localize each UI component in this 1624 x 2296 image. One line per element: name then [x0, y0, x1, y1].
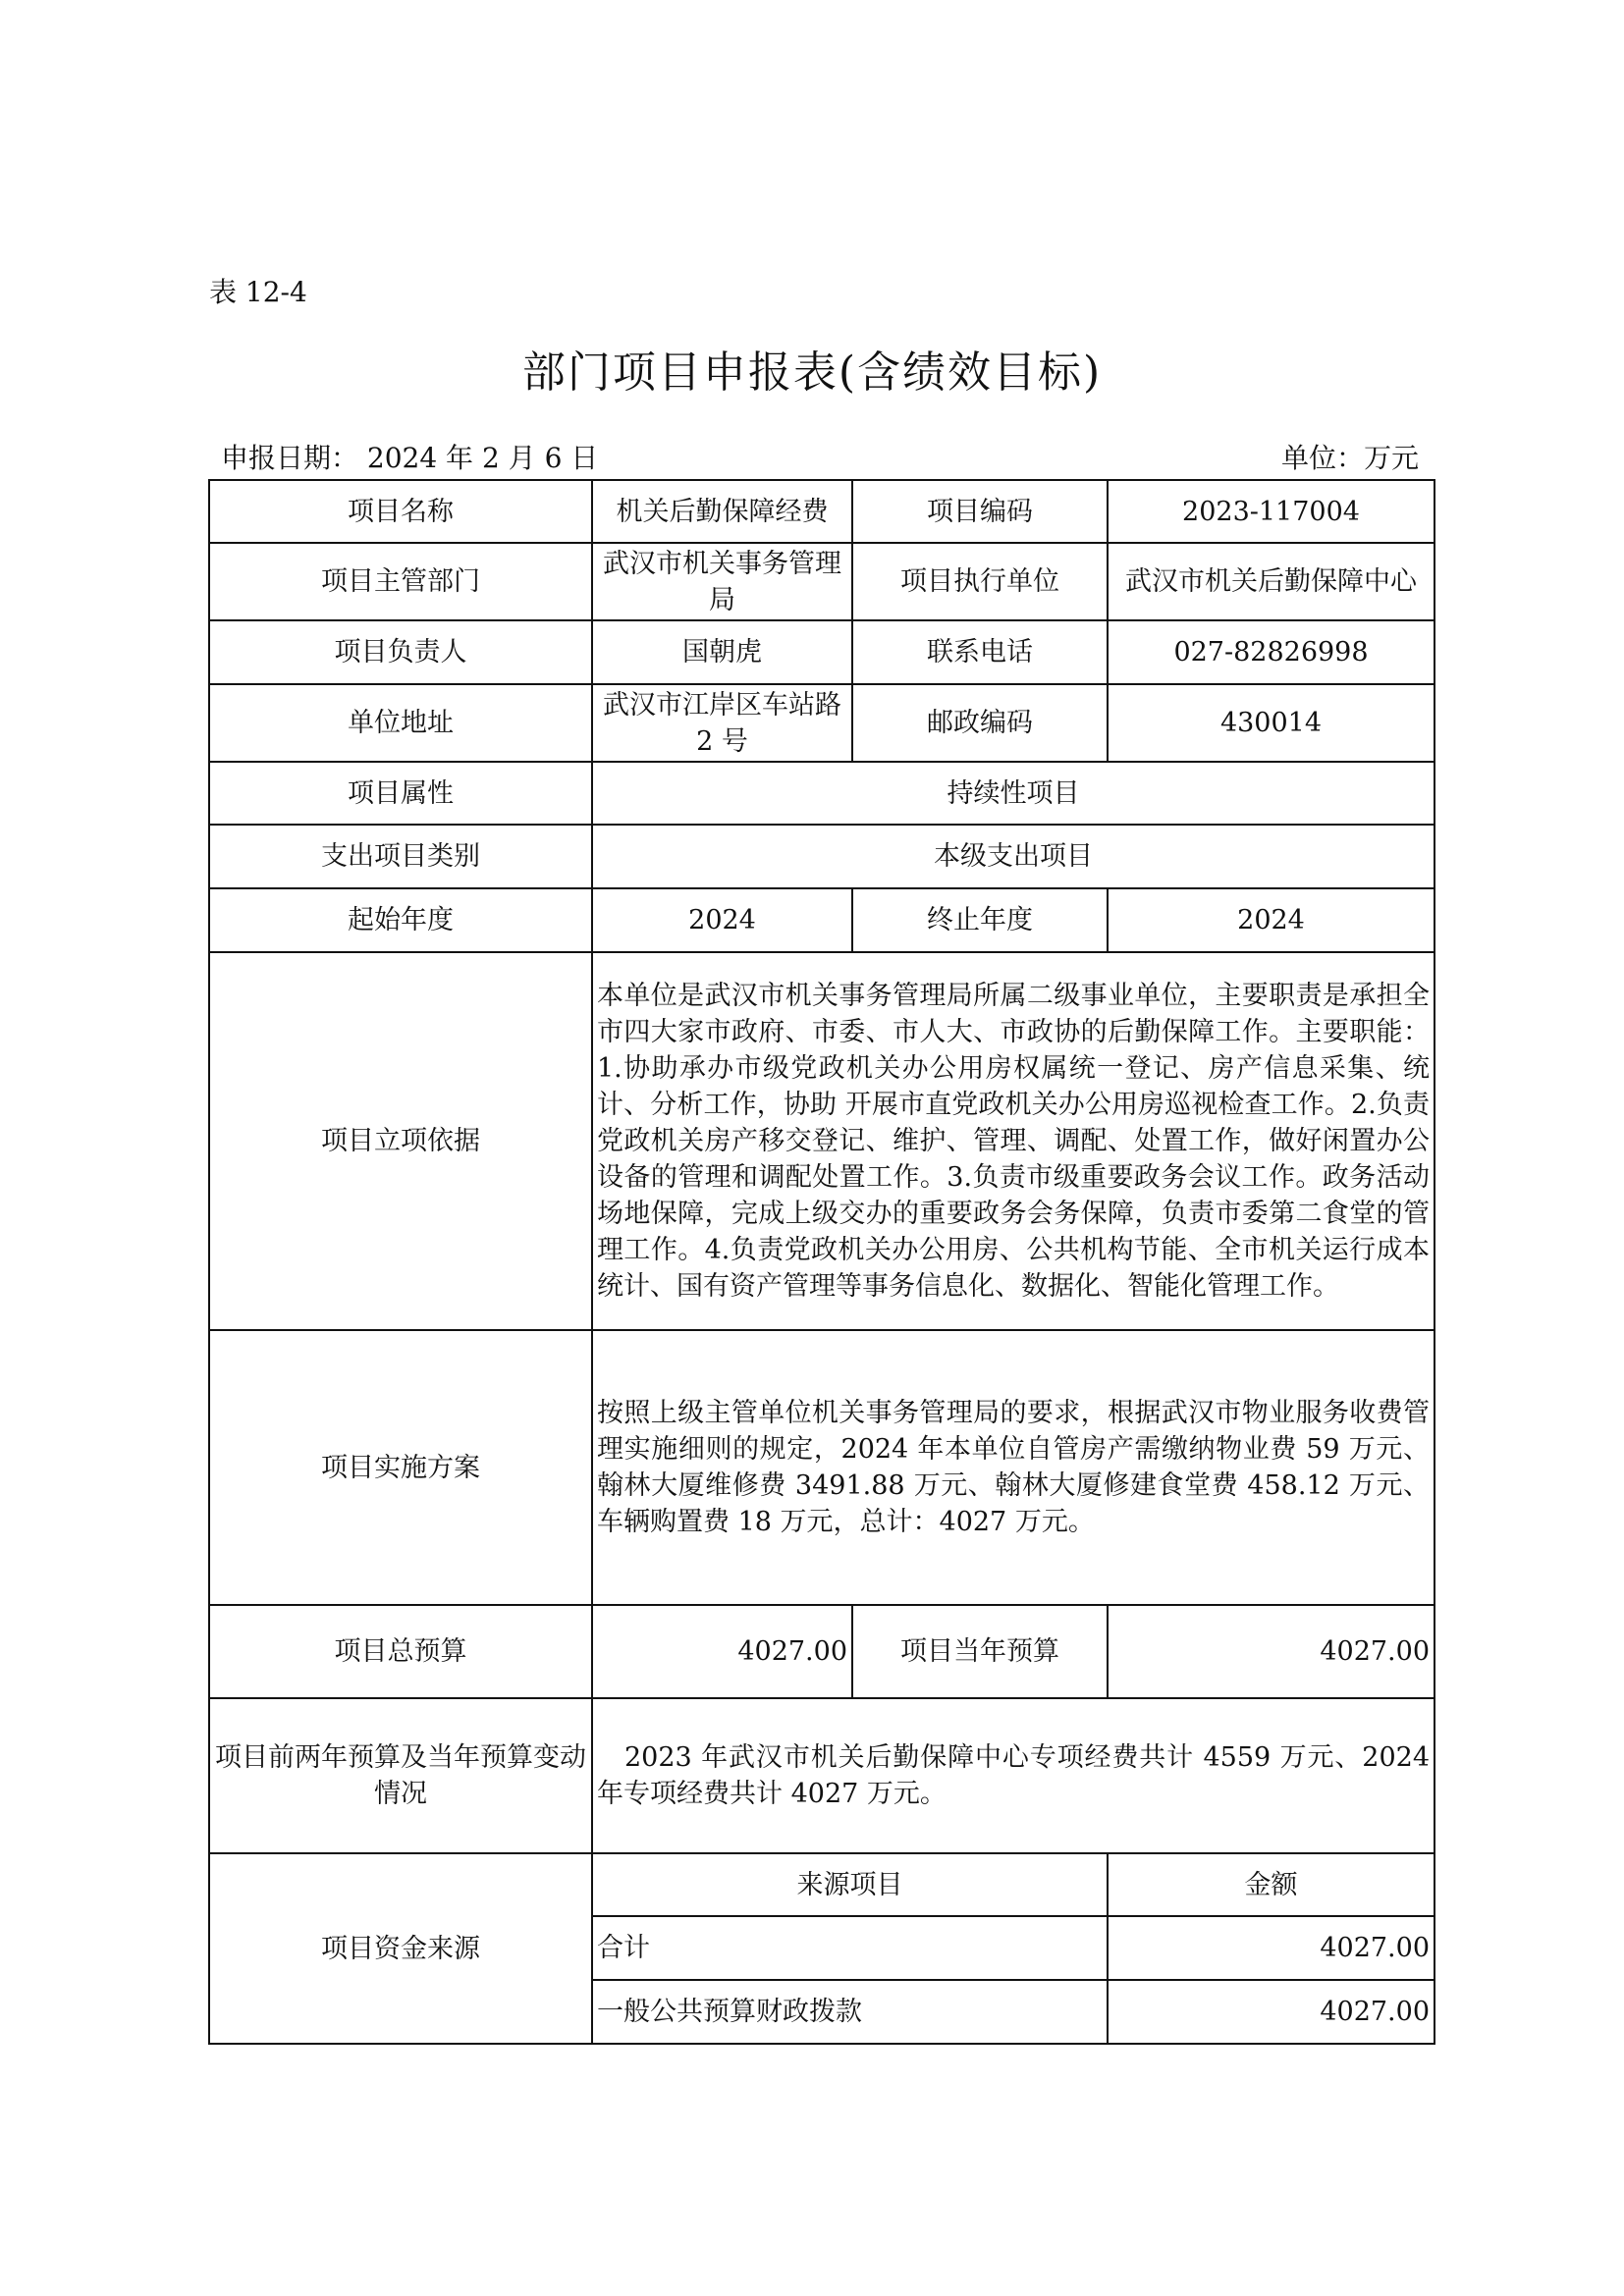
- total-budget-value: 4027.00: [592, 1605, 852, 1698]
- postcode-label: 邮政编码: [852, 684, 1108, 762]
- table-row: [209, 684, 1435, 762]
- start-year-label: 起始年度: [209, 888, 592, 952]
- fund-amount-cell: 4027.00: [1108, 1916, 1435, 1980]
- category-label: 支出项目类别: [209, 825, 592, 888]
- start-year-value: 2024: [592, 888, 852, 952]
- address-value: 武汉市江岸区车站路 2 号: [592, 684, 852, 762]
- project-code-label: 项目编码: [852, 480, 1108, 543]
- year-budget-value: 4027.00: [1108, 1605, 1435, 1698]
- table-row: [209, 888, 1435, 952]
- report-date: 申报日期： 2024 年 2 月 6 日: [221, 442, 599, 474]
- leader-label: 项目负责人: [209, 620, 592, 684]
- category-value: 本级支出项目: [592, 825, 1435, 888]
- basis-label: 项目立项依据: [209, 952, 592, 1330]
- table-number: 表 12-4: [209, 276, 307, 308]
- postcode-value: 430014: [1108, 684, 1435, 762]
- plan-label: 项目实施方案: [209, 1330, 592, 1605]
- attr-value: 持续性项目: [592, 762, 1435, 825]
- table-row: [209, 543, 1435, 620]
- table-row: [209, 762, 1435, 825]
- table-row: [209, 1330, 1435, 1605]
- table-row: [209, 1605, 1435, 1698]
- fund-source-col-header: 来源项目: [592, 1853, 1108, 1916]
- meta-row: [209, 437, 1419, 472]
- plan-text: 按照上级主管单位机关事务管理局的要求，根据武汉市物业服务收费管理实施细则的规定，2024 年本单位自管房产需缴纳物业费 59 万元、翰林大厦维修费 3491.88 万元、翰林大厦修建食堂费 458.12 万元、车辆购置费 18 万元，总计：4027 万元。: [592, 1330, 1435, 1605]
- project-form-table: [208, 479, 1435, 2045]
- fund-source-cell: 一般公共预算财政拨款: [592, 1980, 1108, 2044]
- page-title: 部门项目申报表(含绩效目标): [521, 347, 1103, 398]
- leader-value: 国朝虎: [592, 620, 852, 684]
- total-budget-label: 项目总预算: [209, 1605, 592, 1698]
- fund-source-label: 项目资金来源: [209, 1853, 592, 2044]
- phone-value: 027-82826998: [1108, 620, 1435, 684]
- fund-source-cell: 合计: [592, 1916, 1108, 1980]
- currency-unit: 单位：万元: [1280, 442, 1419, 474]
- dept-label: 项目主管部门: [209, 543, 592, 620]
- year-budget-label: 项目当年预算: [852, 1605, 1108, 1698]
- table-row: [209, 825, 1435, 888]
- basis-text: 本单位是武汉市机关事务管理局所属二级事业单位，主要职责是承担全市四大家市政府、市委、市人大、市政协的后勤保障工作。主要职能：1.协助承办市级党政机关办公用房权属统一登记、房产信息采集、统计、分析工作，协助 开展市直党政机关办公用房巡视检查工作。2.负责党政机关房产移交登记、维护、管理、调配、处置工作，做好闲置办公设备的管理和调配处置工作。3.负责市级重要政务会议工作。政务活动场地保障，完成上级交办的重要政务会务保障，负责市委第二食堂的管理工作。4.负责党政机关办公用房、公共机构节能、全市机关运行成本统计、国有资产管理等事务信息化、数据化、智能化管理工作。: [592, 952, 1435, 1330]
- attr-label: 项目属性: [209, 762, 592, 825]
- table-row: [209, 480, 1435, 543]
- exec-unit-value: 武汉市机关后勤保障中心: [1108, 543, 1435, 620]
- budget-change-label: 项目前两年预算及当年预算变动情况: [209, 1698, 592, 1853]
- table-row: [209, 1698, 1435, 1853]
- fund-amount-cell: 4027.00: [1108, 1980, 1435, 2044]
- phone-label: 联系电话: [852, 620, 1108, 684]
- end-year-label: 终止年度: [852, 888, 1108, 952]
- table-row: [209, 952, 1435, 1330]
- exec-unit-label: 项目执行单位: [852, 543, 1108, 620]
- end-year-value: 2024: [1108, 888, 1435, 952]
- project-name-label: 项目名称: [209, 480, 592, 543]
- address-label: 单位地址: [209, 684, 592, 762]
- project-name-value: 机关后勤保障经费: [592, 480, 852, 543]
- project-code-value: 2023-117004: [1108, 480, 1435, 543]
- table-row: [209, 1853, 1435, 1916]
- budget-change-text: 2023 年武汉市机关后勤保障中心专项经费共计 4559 万元、2024 年专项经费共计 4027 万元。: [592, 1698, 1435, 1853]
- table-row: [209, 620, 1435, 684]
- dept-value: 武汉市机关事务管理局: [592, 543, 852, 620]
- fund-amount-col-header: 金额: [1108, 1853, 1435, 1916]
